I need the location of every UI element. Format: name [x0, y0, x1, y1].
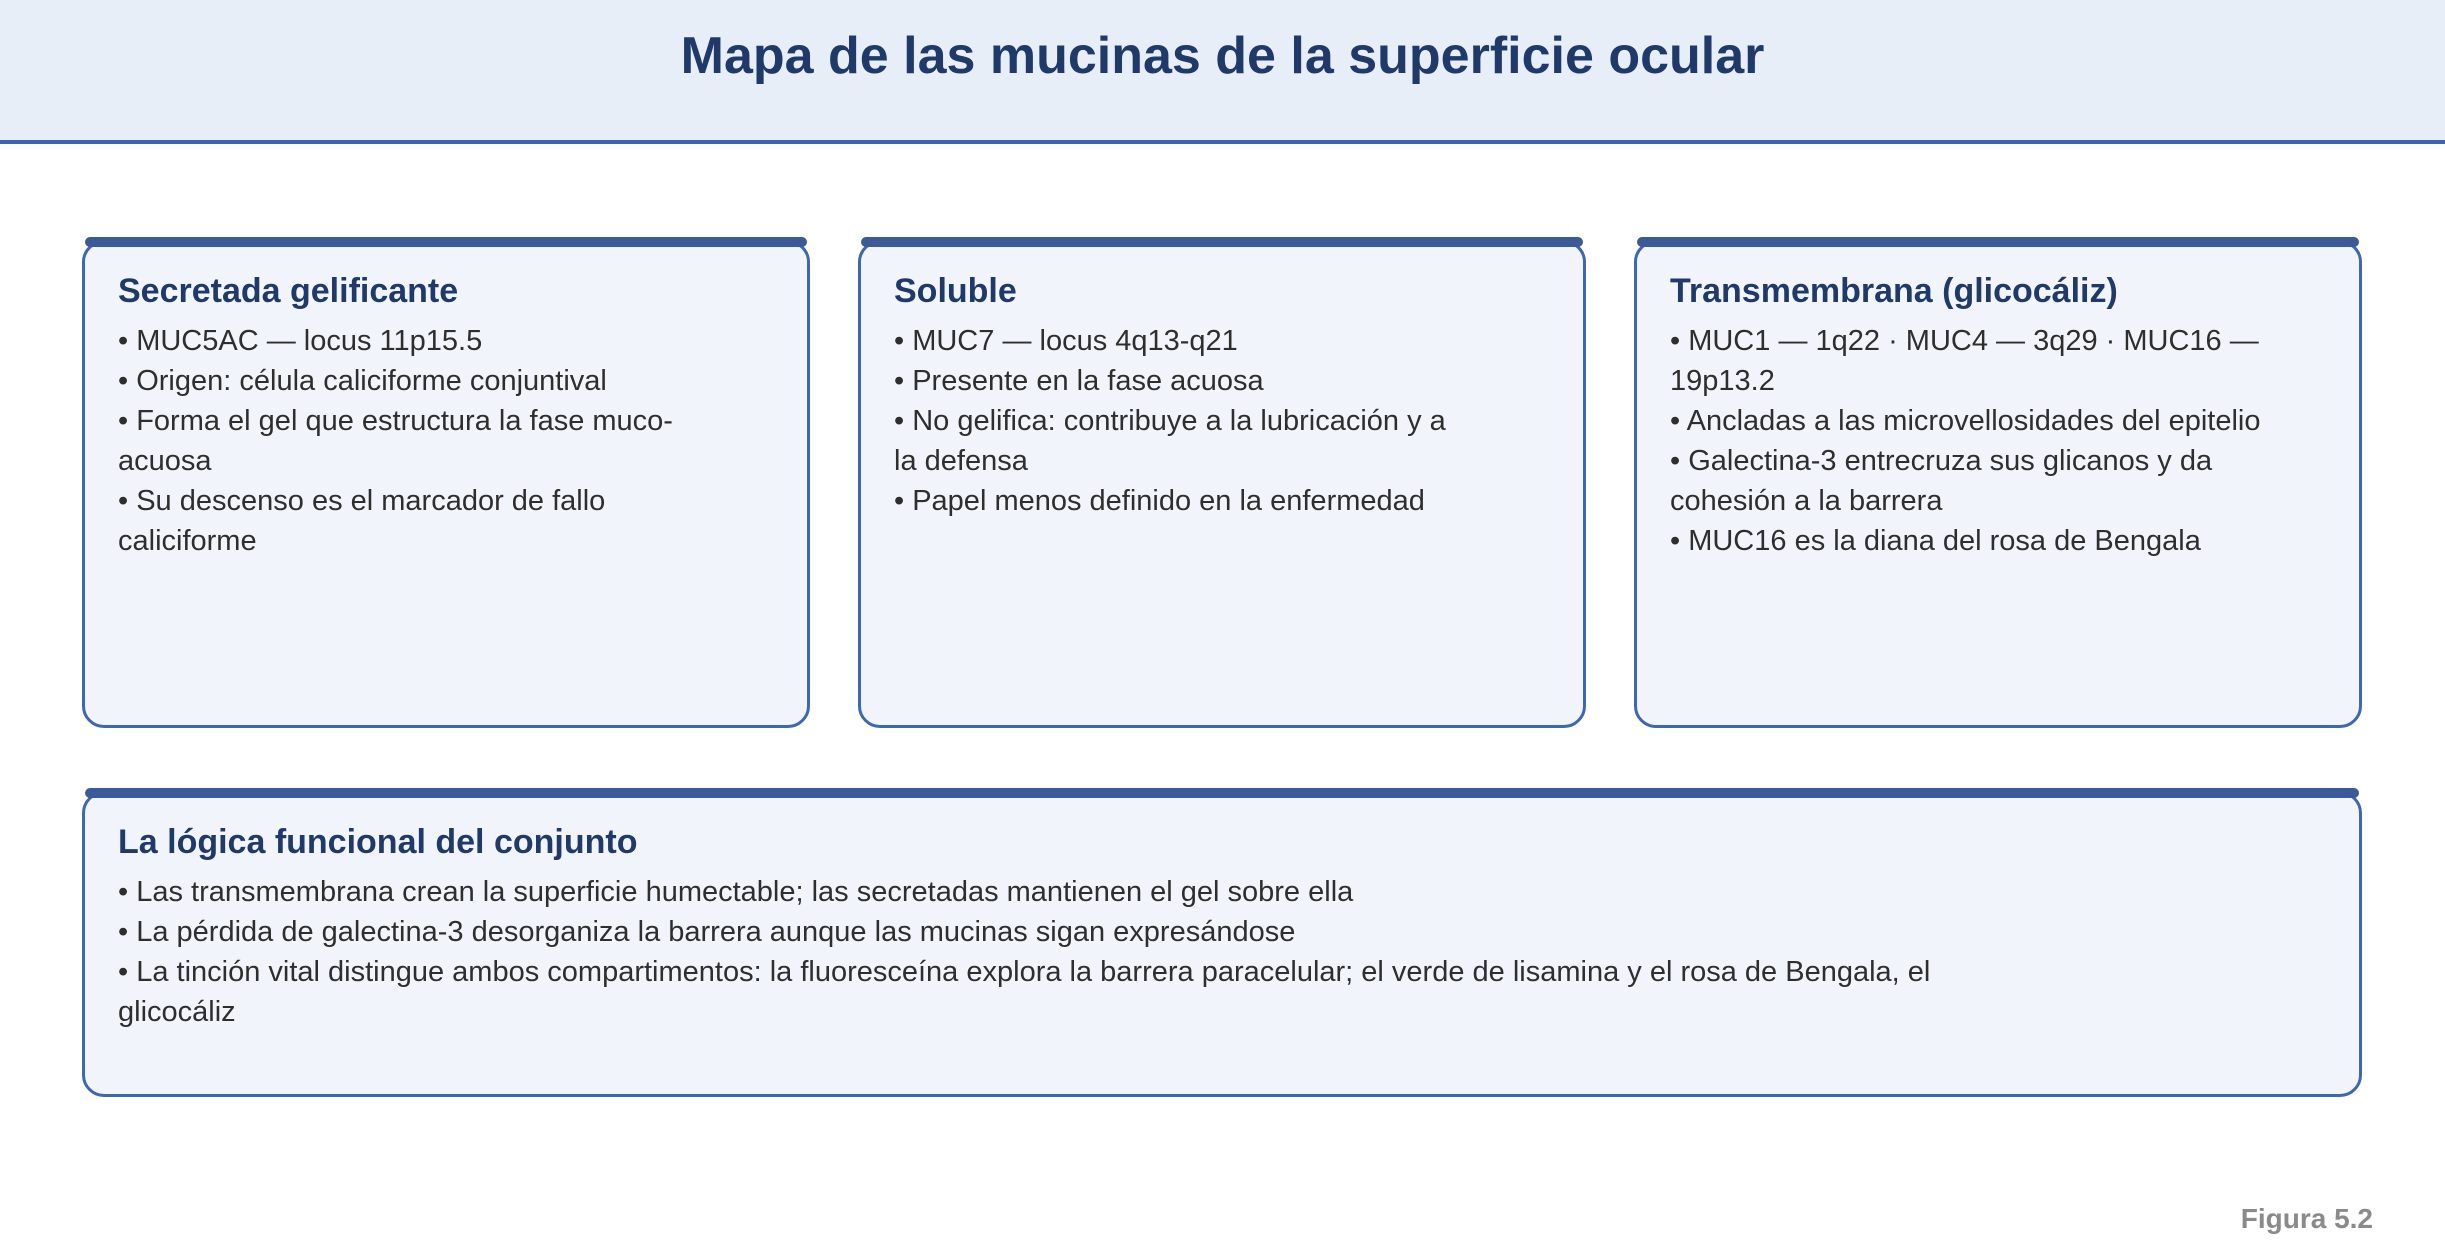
card-secretada-gelificante: [82, 240, 810, 728]
bullet-item: • MUC16 es la diana del rosa de Bengala: [1670, 525, 2201, 557]
bullet-item: • Galectina-3 entrecruza sus glicanos y da cohesión a la barrera: [1670, 445, 2213, 517]
bullet-item: • Ancladas a las microvellosidades del epitelio: [1670, 405, 2261, 437]
card-transmembrana: [1634, 240, 2362, 728]
card-bullet-list: [1670, 321, 2309, 561]
bullet-item: • Su descenso es el marcador de fallo caliciforme: [118, 485, 606, 557]
card-top-bar: [1637, 237, 2359, 247]
card-top-bar: [861, 237, 1583, 247]
card-title: Transmembrana (glicocáliz): [1670, 272, 2118, 310]
card-title: La lógica funcional del conjunto: [118, 823, 638, 861]
bullet-item: • La tinción vital distingue ambos compartimentos: la fluoresceína explora la barrera paracelular; el verde de lisamina y el rosa de Bengala, el glicocáliz: [118, 956, 1931, 1028]
card-bullet-list: [894, 321, 1453, 521]
bullet-item: • La pérdida de galectina-3 desorganiza la barrera aunque las mucinas sigan expresándose: [118, 916, 1296, 948]
card-top-bar: [85, 788, 2359, 798]
card-title: Secretada gelificante: [118, 272, 459, 310]
card-title: Soluble: [894, 272, 1017, 310]
figure-label: Figura 5.2: [2240, 1203, 2373, 1234]
card-soluble: [858, 240, 1586, 728]
bullet-item: • MUC7 — locus 4q13-q21: [894, 325, 1238, 357]
card-bullet-list: [118, 321, 697, 561]
card-logica-funcional: [82, 791, 2362, 1097]
header-banner: [0, 0, 2445, 144]
bullet-item: • Presente en la fase acuosa: [894, 365, 1264, 397]
bullet-item: • Las transmembrana crean la superficie humectable; las secretadas mantienen el gel sobre ella: [118, 876, 1354, 908]
bullet-item: • Forma el gel que estructura la fase muco-acuosa: [118, 405, 673, 477]
card-top-bar: [85, 237, 807, 247]
card-bullet-list: [118, 872, 2039, 1032]
bullet-item: • Papel menos definido en la enfermedad: [894, 485, 1425, 517]
bullet-item: • MUC5AC — locus 11p15.5: [118, 325, 483, 357]
bullet-item: • MUC1 — 1q22 · MUC4 — 3q29 · MUC16 — 19p13.2: [1670, 325, 2259, 397]
bullet-item: • Origen: célula caliciforme conjuntival: [118, 365, 607, 397]
page-title: Mapa de las mucinas de la superficie ocular: [680, 27, 1765, 85]
bullet-item: • No gelifica: contribuye a la lubricación y a la defensa: [894, 405, 1446, 477]
